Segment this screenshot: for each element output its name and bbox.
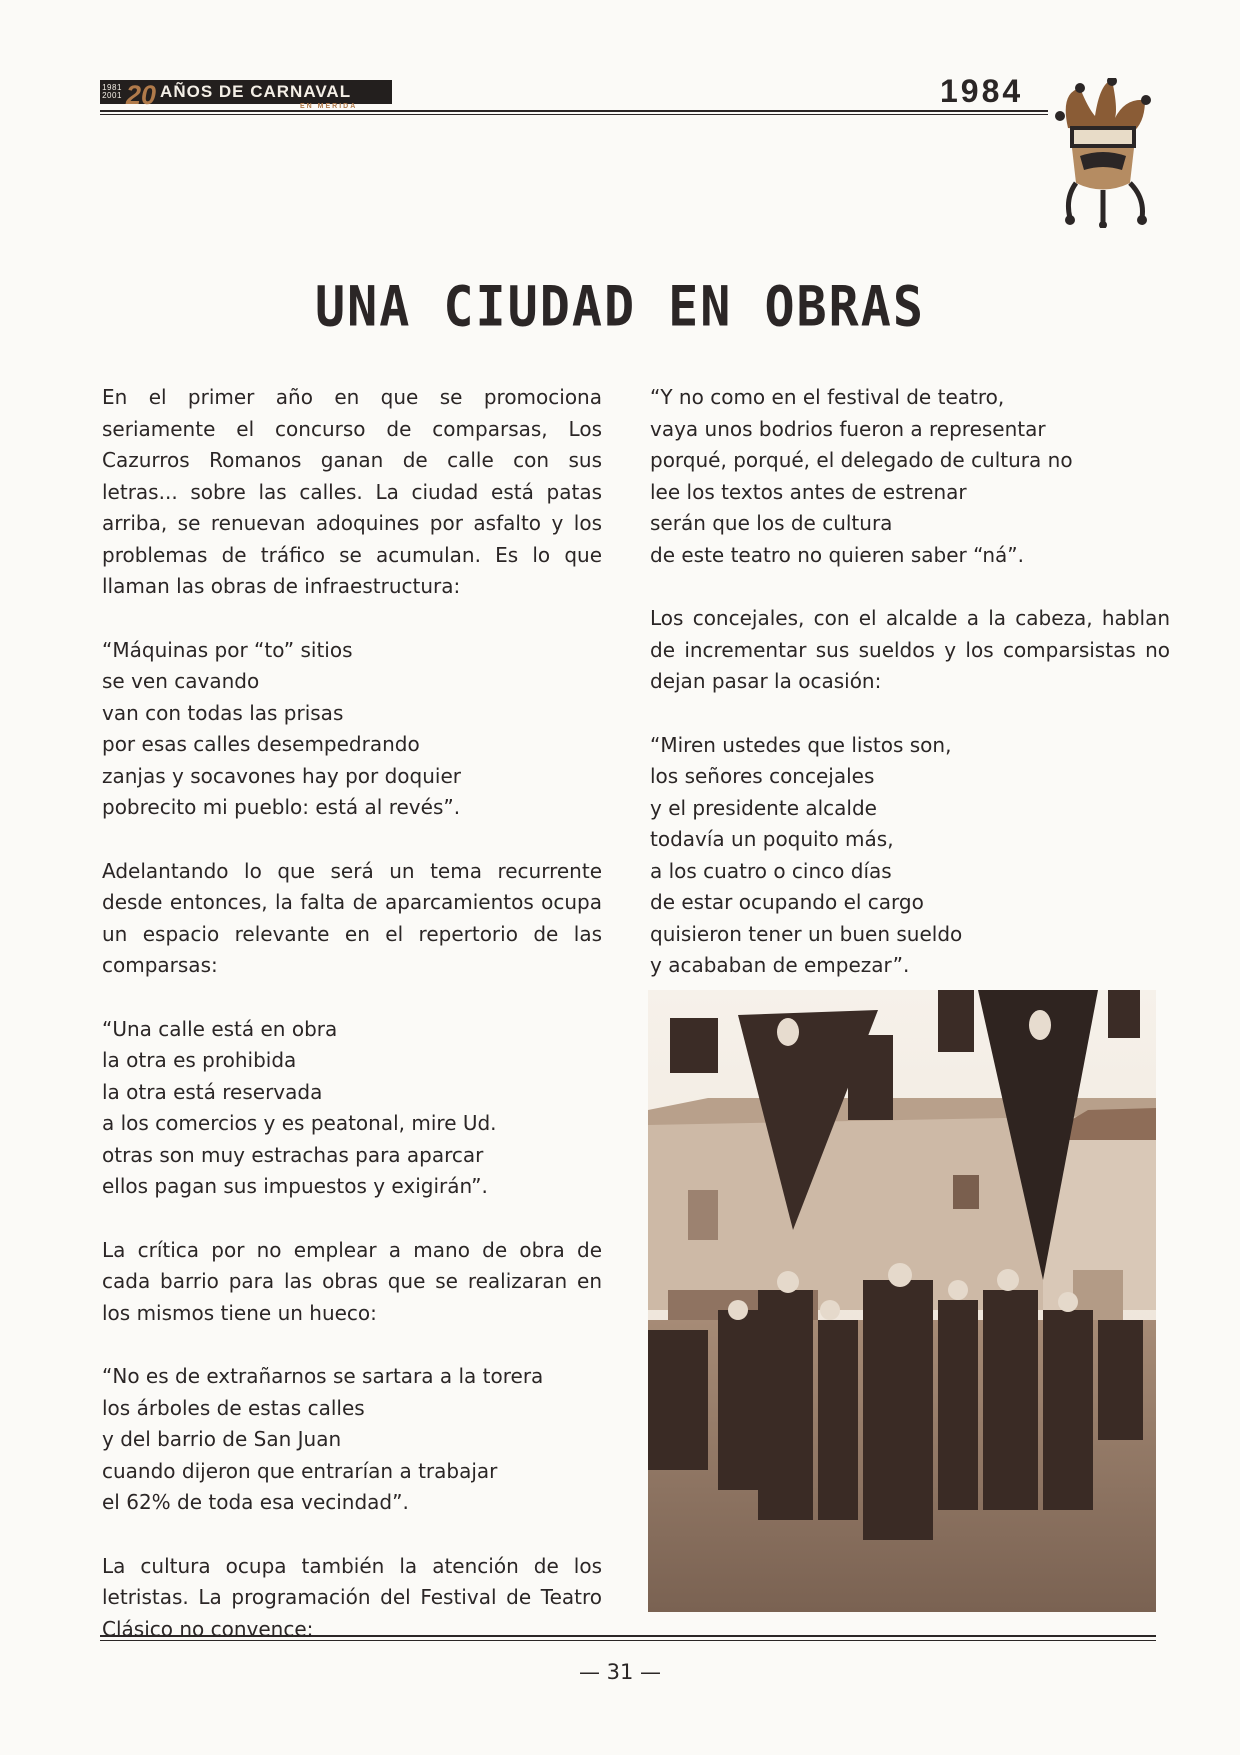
page-header [100,70,1100,130]
verse-maquinas: “Máquinas por “to” sitios se ven cavando van con todas las prisas por esas calles desempedrando zanjas y socavones hay por doquier pobrecito mi pueblo: está al revés”. [102,637,461,819]
verse-san-juan: “No es de extrañarnos se sartara a la torera los árboles de estas calles y del barrio de San Juan cuando dijeron que entrarían a trabajar el 62% de toda esa vecindad”. [102,1364,544,1514]
paragraph-cultura: La cultura ocupa también la atención de los letristas. La programación del Festival de Teatro Clásico no convence: [102,1553,602,1641]
paragraph-aparcamientos: Adelantando lo que será un tema recurrente desde entonces, la falta de aparcamientos ocupa un espacio relevante en el repertorio de las comparsas: [102,858,602,977]
logo-year-end: 2001 [102,91,122,100]
paragraph-concejales: Los concejales, con el alcalde a la cabeza, hablan de incrementar sus sueldos y los comparsistas no dejan pasar la ocasión: [650,606,1170,693]
logo-number: 20 [126,79,157,110]
page-number: — 31 — [578,1660,662,1684]
paragraph-mano-obra: La crítica por no emplear a mano de obra de cada barrio para las obras que se realizaran en los mismos tiene un hueco: [102,1237,602,1325]
verse-festival-teatro: “Y no como en el festival de teatro, vaya unos bodrios fueron a representar porqué, porqué, el delegado de cultura no lee los textos antes de estrenar serán que los de cultura de este teatro no quieren saber “ná”. [650,385,1073,567]
header-rule [100,110,1048,112]
logo-year-start: 1981 [102,83,122,92]
verse-concejales: “Miren ustedes que listos son, los señores concejales y el presidente alcalde todavía un poquito más, a los cuatro o cinco días de estar ocupando el cargo quisieron tener un buen sueldo y acababan de empezar”. [650,732,963,977]
carnival-photo [648,990,1156,1612]
intro-paragraph: En el primer año en que se promociona seriamente el concurso de comparsas, Los Cazurros Romanos ganan de calle con sus letras... sobre las calles. La ciudad está patas arriba, se renuevan adoquines por asfalto y los problemas de tráfico se acumulan. Es lo que llaman las obras de infraestructura: [102,385,602,598]
footer-rule [100,1635,1156,1637]
footer-rule-thin [100,1640,1156,1641]
right-column [650,382,1170,982]
year-label: 1984 [940,73,1024,109]
jester-mask-icon [1050,78,1160,228]
logo-subtitle: EN MERIDA [300,103,358,110]
header-rule-thin [100,114,1048,115]
verse-calle-obra: “Una calle está en obra la otra es prohibida la otra está reservada a los comercios y es peatonal, mire Ud. otras son muy estrachas para aparcar ellos pagan sus impuestos y exigirán”. [102,1016,497,1198]
left-column [102,382,602,1645]
logo-title: AÑOS DE CARNAVAL [160,82,352,101]
page-title: UNA CIUDAD EN OBRAS [315,275,925,339]
logo-years [100,84,124,100]
